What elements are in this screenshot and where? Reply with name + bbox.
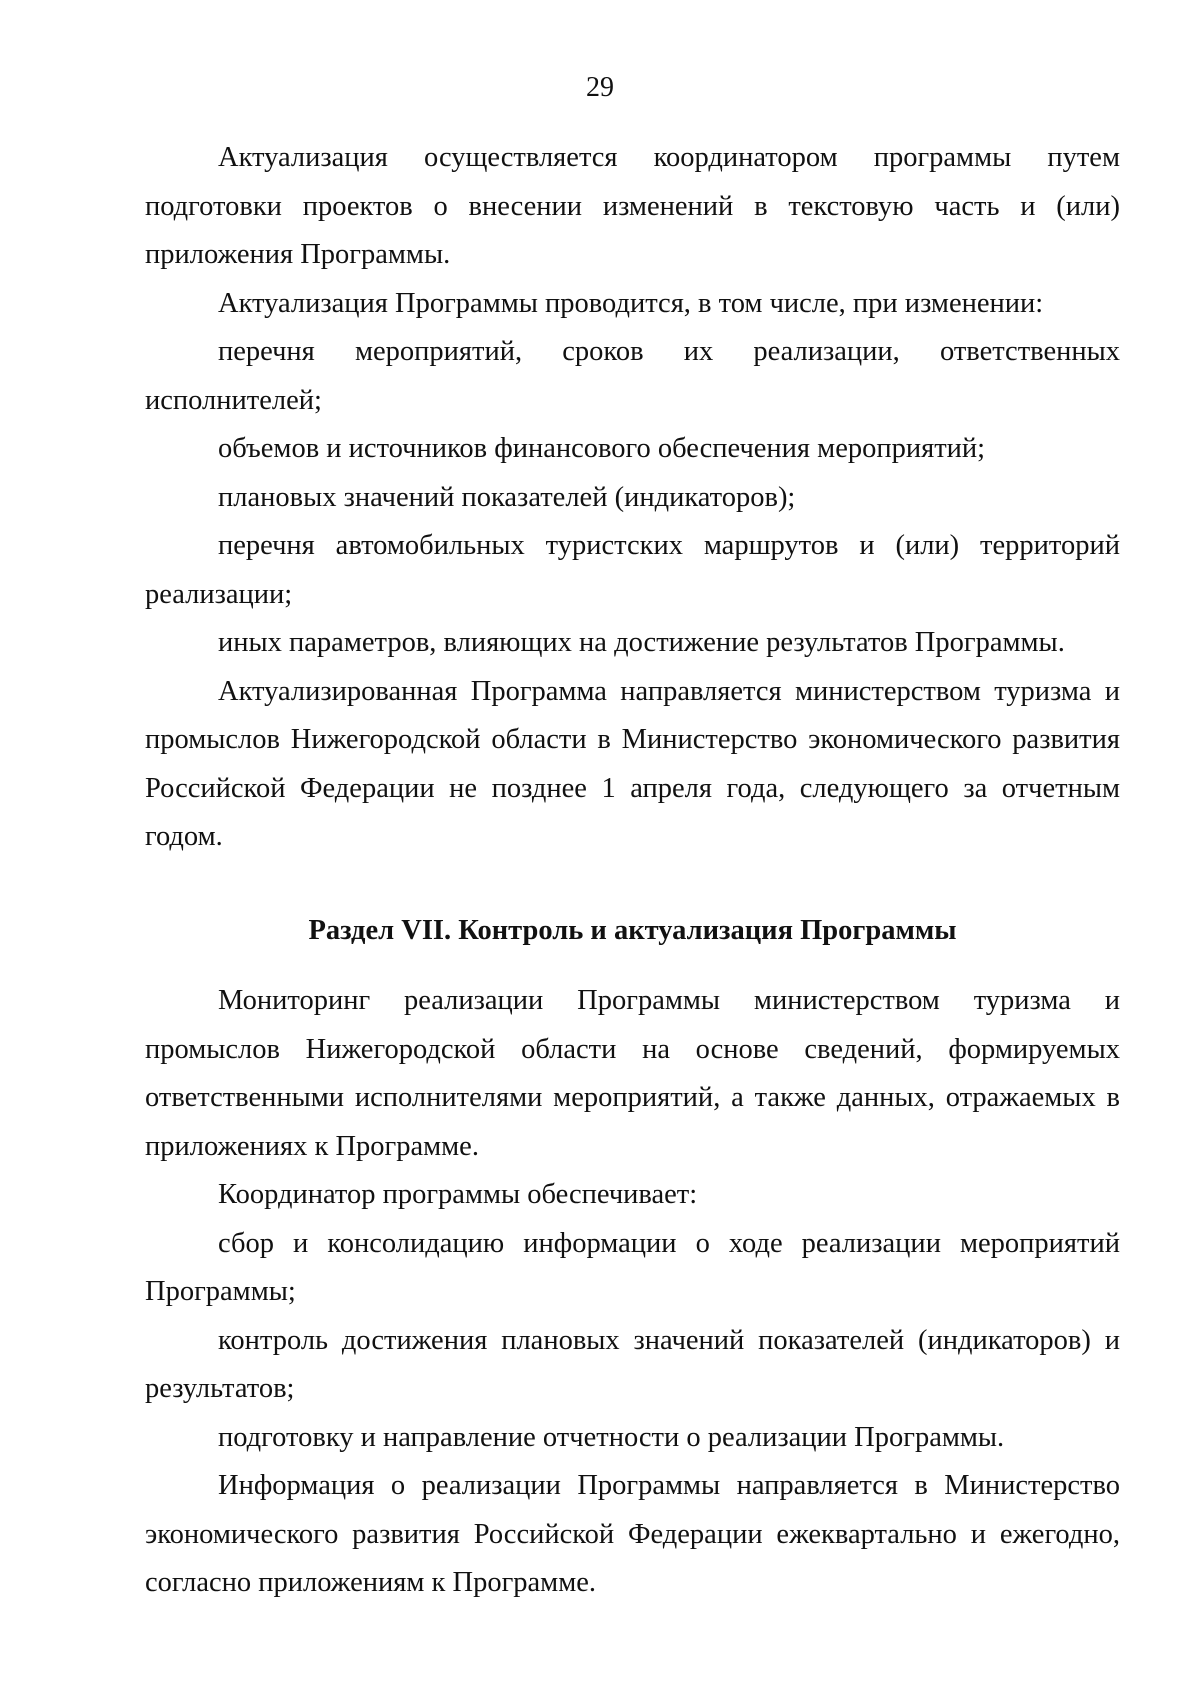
paragraph: иных параметров, влияющих на достижение результатов Программы. bbox=[218, 627, 1065, 658]
paragraph: контроль достижения плановых значений показателей (индикаторов) и результатов; bbox=[145, 1324, 1120, 1404]
paragraph: Мониторинг реализации Программы министерством туризма и промыслов Нижегородской области на основе сведений, формируемых ответственными исполнителями мероприятий, а также данных, отражаемых в приложениях к Программе. bbox=[145, 985, 1120, 1162]
paragraph: перечня автомобильных туристских маршрутов и (или) территорий реализации; bbox=[145, 530, 1120, 610]
paragraph: Актуализация осуществляется координатором программы путем подготовки проектов о внесении изменений в текстовую часть и (или) приложения Программы. bbox=[145, 142, 1120, 270]
page-number: 29 bbox=[586, 72, 614, 103]
paragraph: Актуализированная Программа направляется министерством туризма и промыслов Нижегородской области в Министерство экономического развития Российской Федерации не позднее 1 апреля года, следующего за отчетным годом. bbox=[145, 675, 1120, 852]
section-heading: Раздел VII. Контроль и актуализация Программы bbox=[308, 914, 957, 946]
paragraph: Актуализация Программы проводится, в том числе, при изменении: bbox=[218, 287, 1044, 319]
document-body bbox=[145, 134, 1120, 1608]
paragraph: подготовку и направление отчетности о реализации Программы. bbox=[218, 1421, 1005, 1453]
paragraph: Информация о реализации Программы направляется в Министерство экономического развития Российской Федерации ежеквартально и ежегодно, согласно приложениям к Программе. bbox=[145, 1470, 1120, 1598]
paragraph: сбор и консолидацию информации о ходе реализации мероприятий Программы; bbox=[145, 1227, 1120, 1307]
paragraph: перечня мероприятий, сроков их реализации, ответственных исполнителей; bbox=[145, 336, 1120, 416]
paragraph: плановых значений показателей (индикаторов); bbox=[218, 481, 796, 513]
paragraph: объемов и источников финансового обеспечения мероприятий; bbox=[218, 433, 986, 464]
paragraph: Координатор программы обеспечивает: bbox=[218, 1179, 698, 1210]
